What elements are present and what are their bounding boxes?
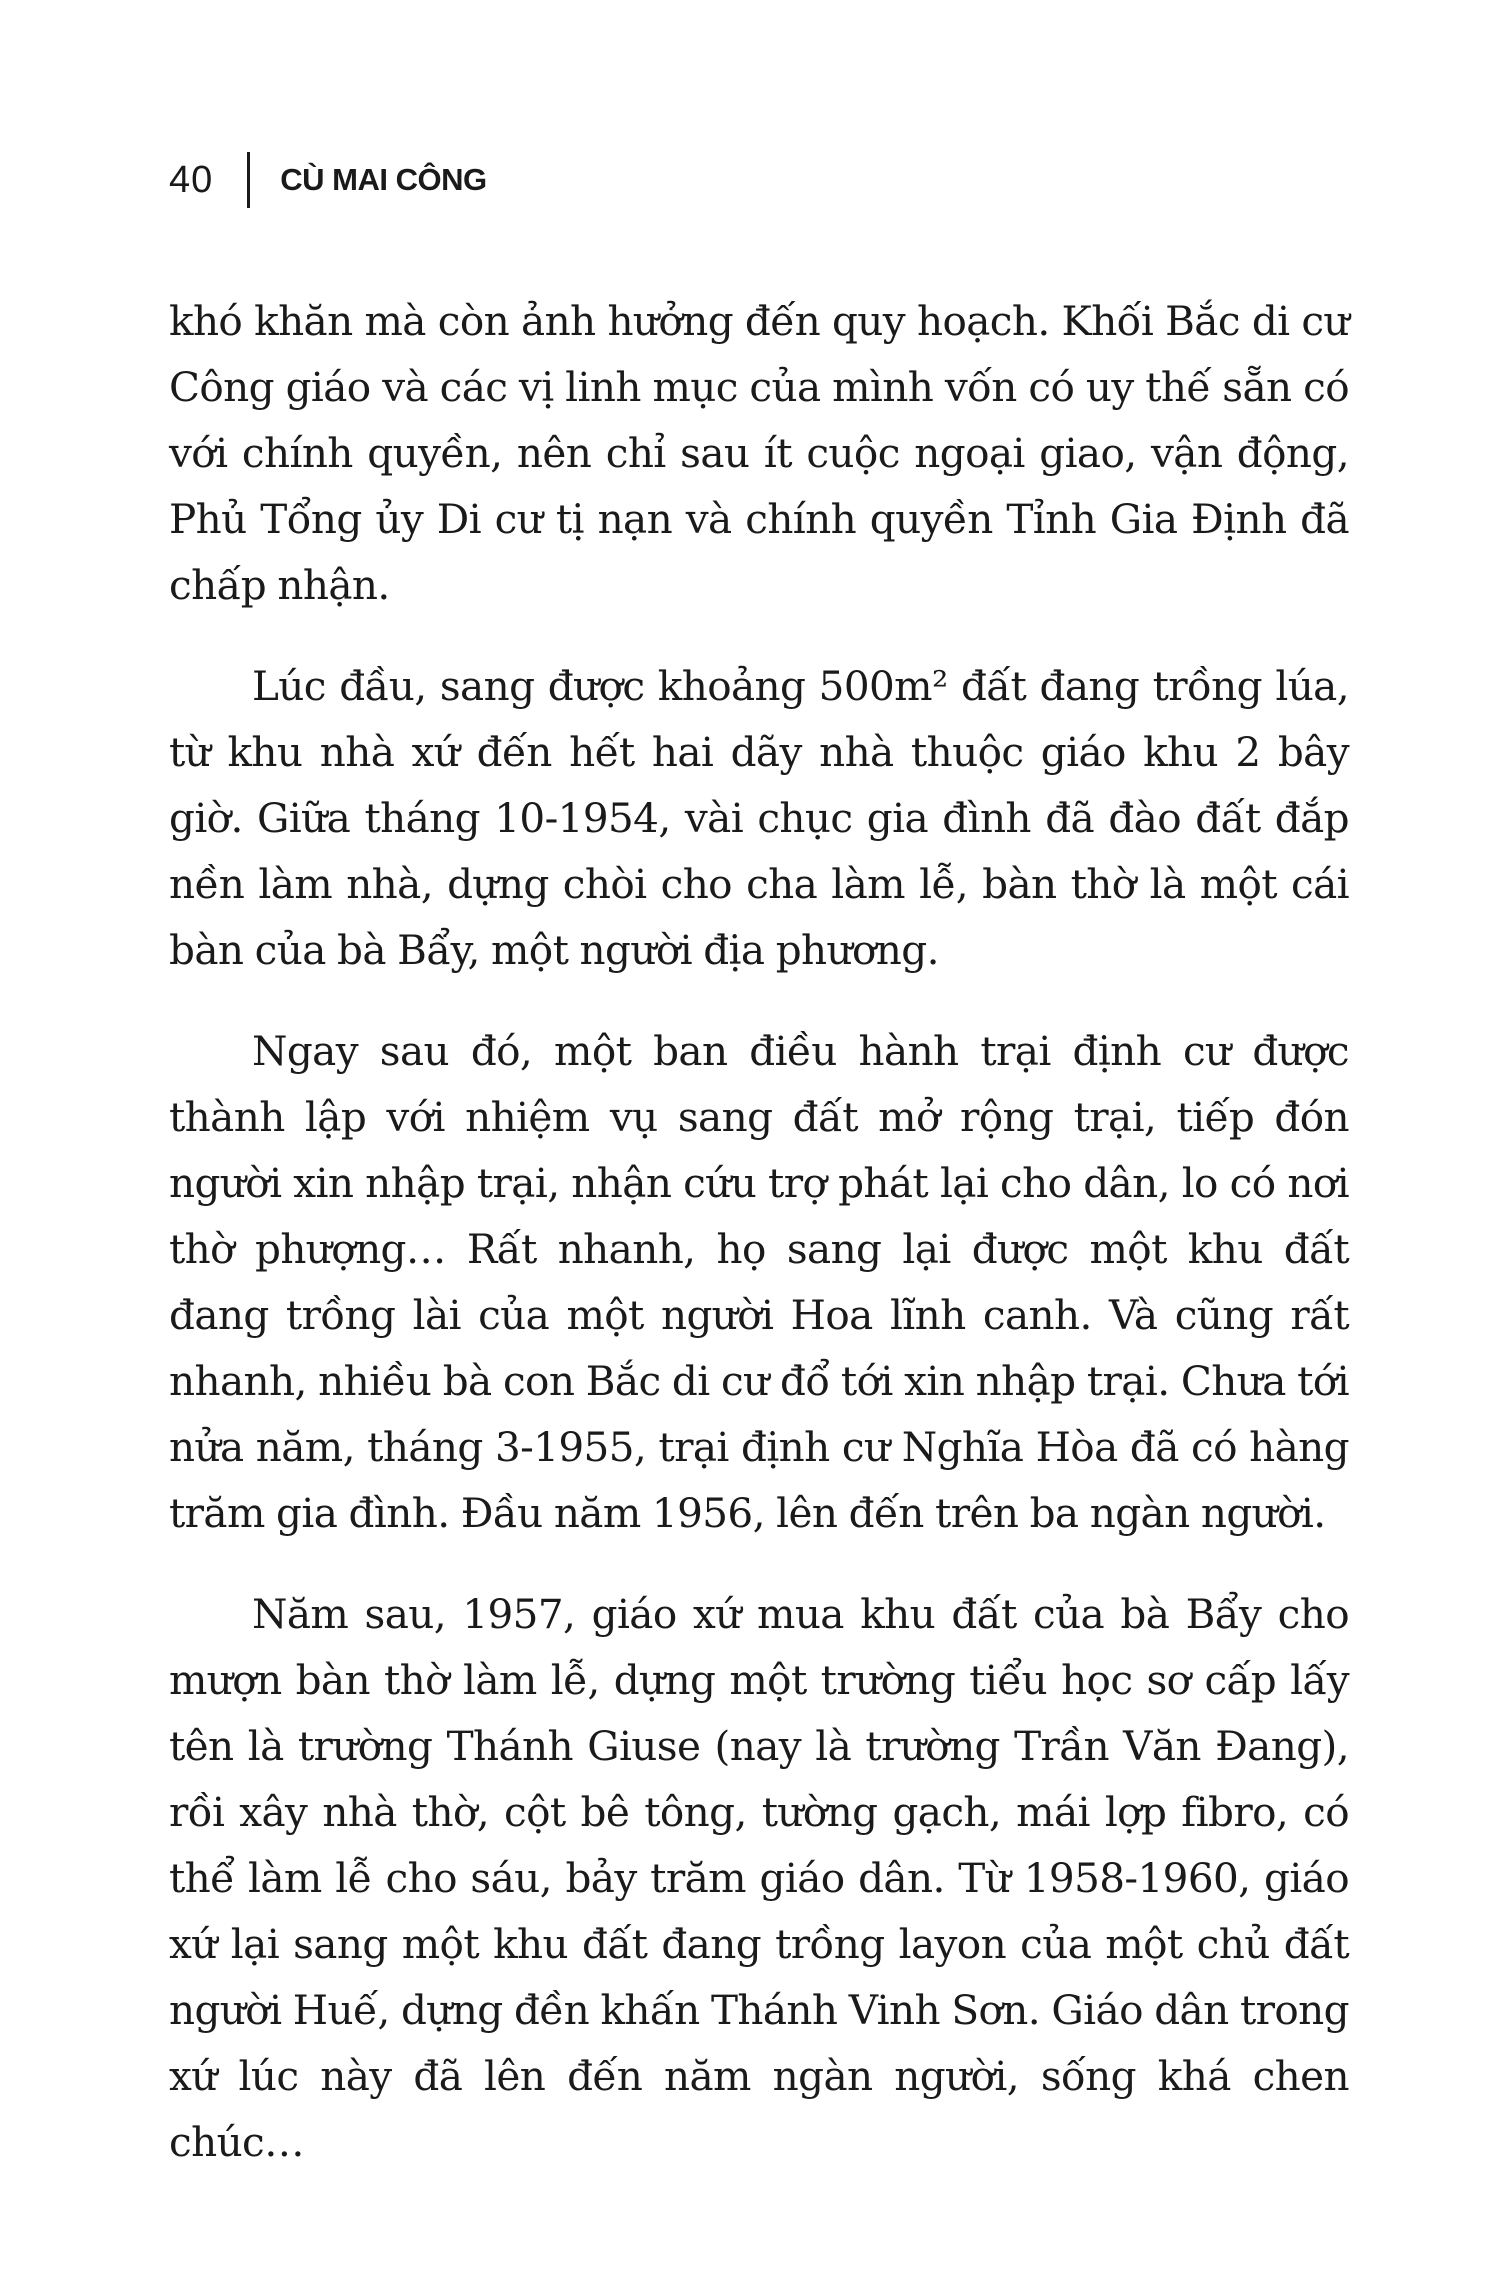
header-divider bbox=[247, 152, 250, 208]
paragraph: Ngay sau đó, một ban điều hành trại định cư được thành lập với nhiệm vụ sang đất mở rộng trại, tiếp đón người xin nhập trại, nhận cứu trợ phát lại cho dân, lo có nơi thờ phượng… Rất nhanh, họ sang lại được một khu đất đang trồng lài của một người Hoa lĩnh canh. Và cũng rất nhanh, nhiều bà con Bắc di cư đổ tới xin nhập trại. Chưa tới nửa năm, tháng 3-1955, trại định cư Nghĩa Hòa đã có hàng trăm gia đình. Đầu năm 1956, lên đến trên ba ngàn người. bbox=[169, 1027, 1349, 1537]
paragraph: Lúc đầu, sang được khoảng 500m² đất đang trồng lúa, từ khu nhà xứ đến hết hai dãy nhà thuộc giáo khu 2 bây giờ. Giữa tháng 10-1954, vài chục gia đình đã đào đất đắp nền làm nhà, dựng chòi cho cha làm lễ, bàn thờ là một cái bàn của bà Bẩy, một người địa phương. bbox=[169, 662, 1349, 974]
running-header-author: CÙ MAI CÔNG bbox=[280, 162, 487, 197]
body-text bbox=[169, 288, 1349, 2210]
page-number: 40 bbox=[169, 158, 214, 201]
paragraph: Năm sau, 1957, giáo xứ mua khu đất của bà Bẩy cho mượn bàn thờ làm lễ, dựng một trường tiểu học sơ cấp lấy tên là trường Thánh Giuse (nay là trường Trần Văn Đang), rồi xây nhà thờ, cột bê tông, tường gạch, mái lợp fibro, có thể làm lễ cho sáu, bảy trăm giáo dân. Từ 1958-1960, giáo xứ lại sang một khu đất đang trồng layon của một chủ đất người Huế, dựng đền khấn Thánh Vinh Sơn. Giáo dân trong xứ lúc này đã lên đến năm ngàn người, sống khá chen chúc… bbox=[169, 1590, 1349, 2166]
running-header bbox=[169, 150, 487, 210]
paragraph-continued: khó khăn mà còn ảnh hưởng đến quy hoạch. Khối Bắc di cư Công giáo và các vị linh mục của mình vốn có uy thế sẵn có với chính quyền, nên chỉ sau ít cuộc ngoại giao, vận động, Phủ Tổng ủy Di cư tị nạn và chính quyền Tỉnh Gia Định đã chấp nhận. bbox=[169, 297, 1349, 609]
